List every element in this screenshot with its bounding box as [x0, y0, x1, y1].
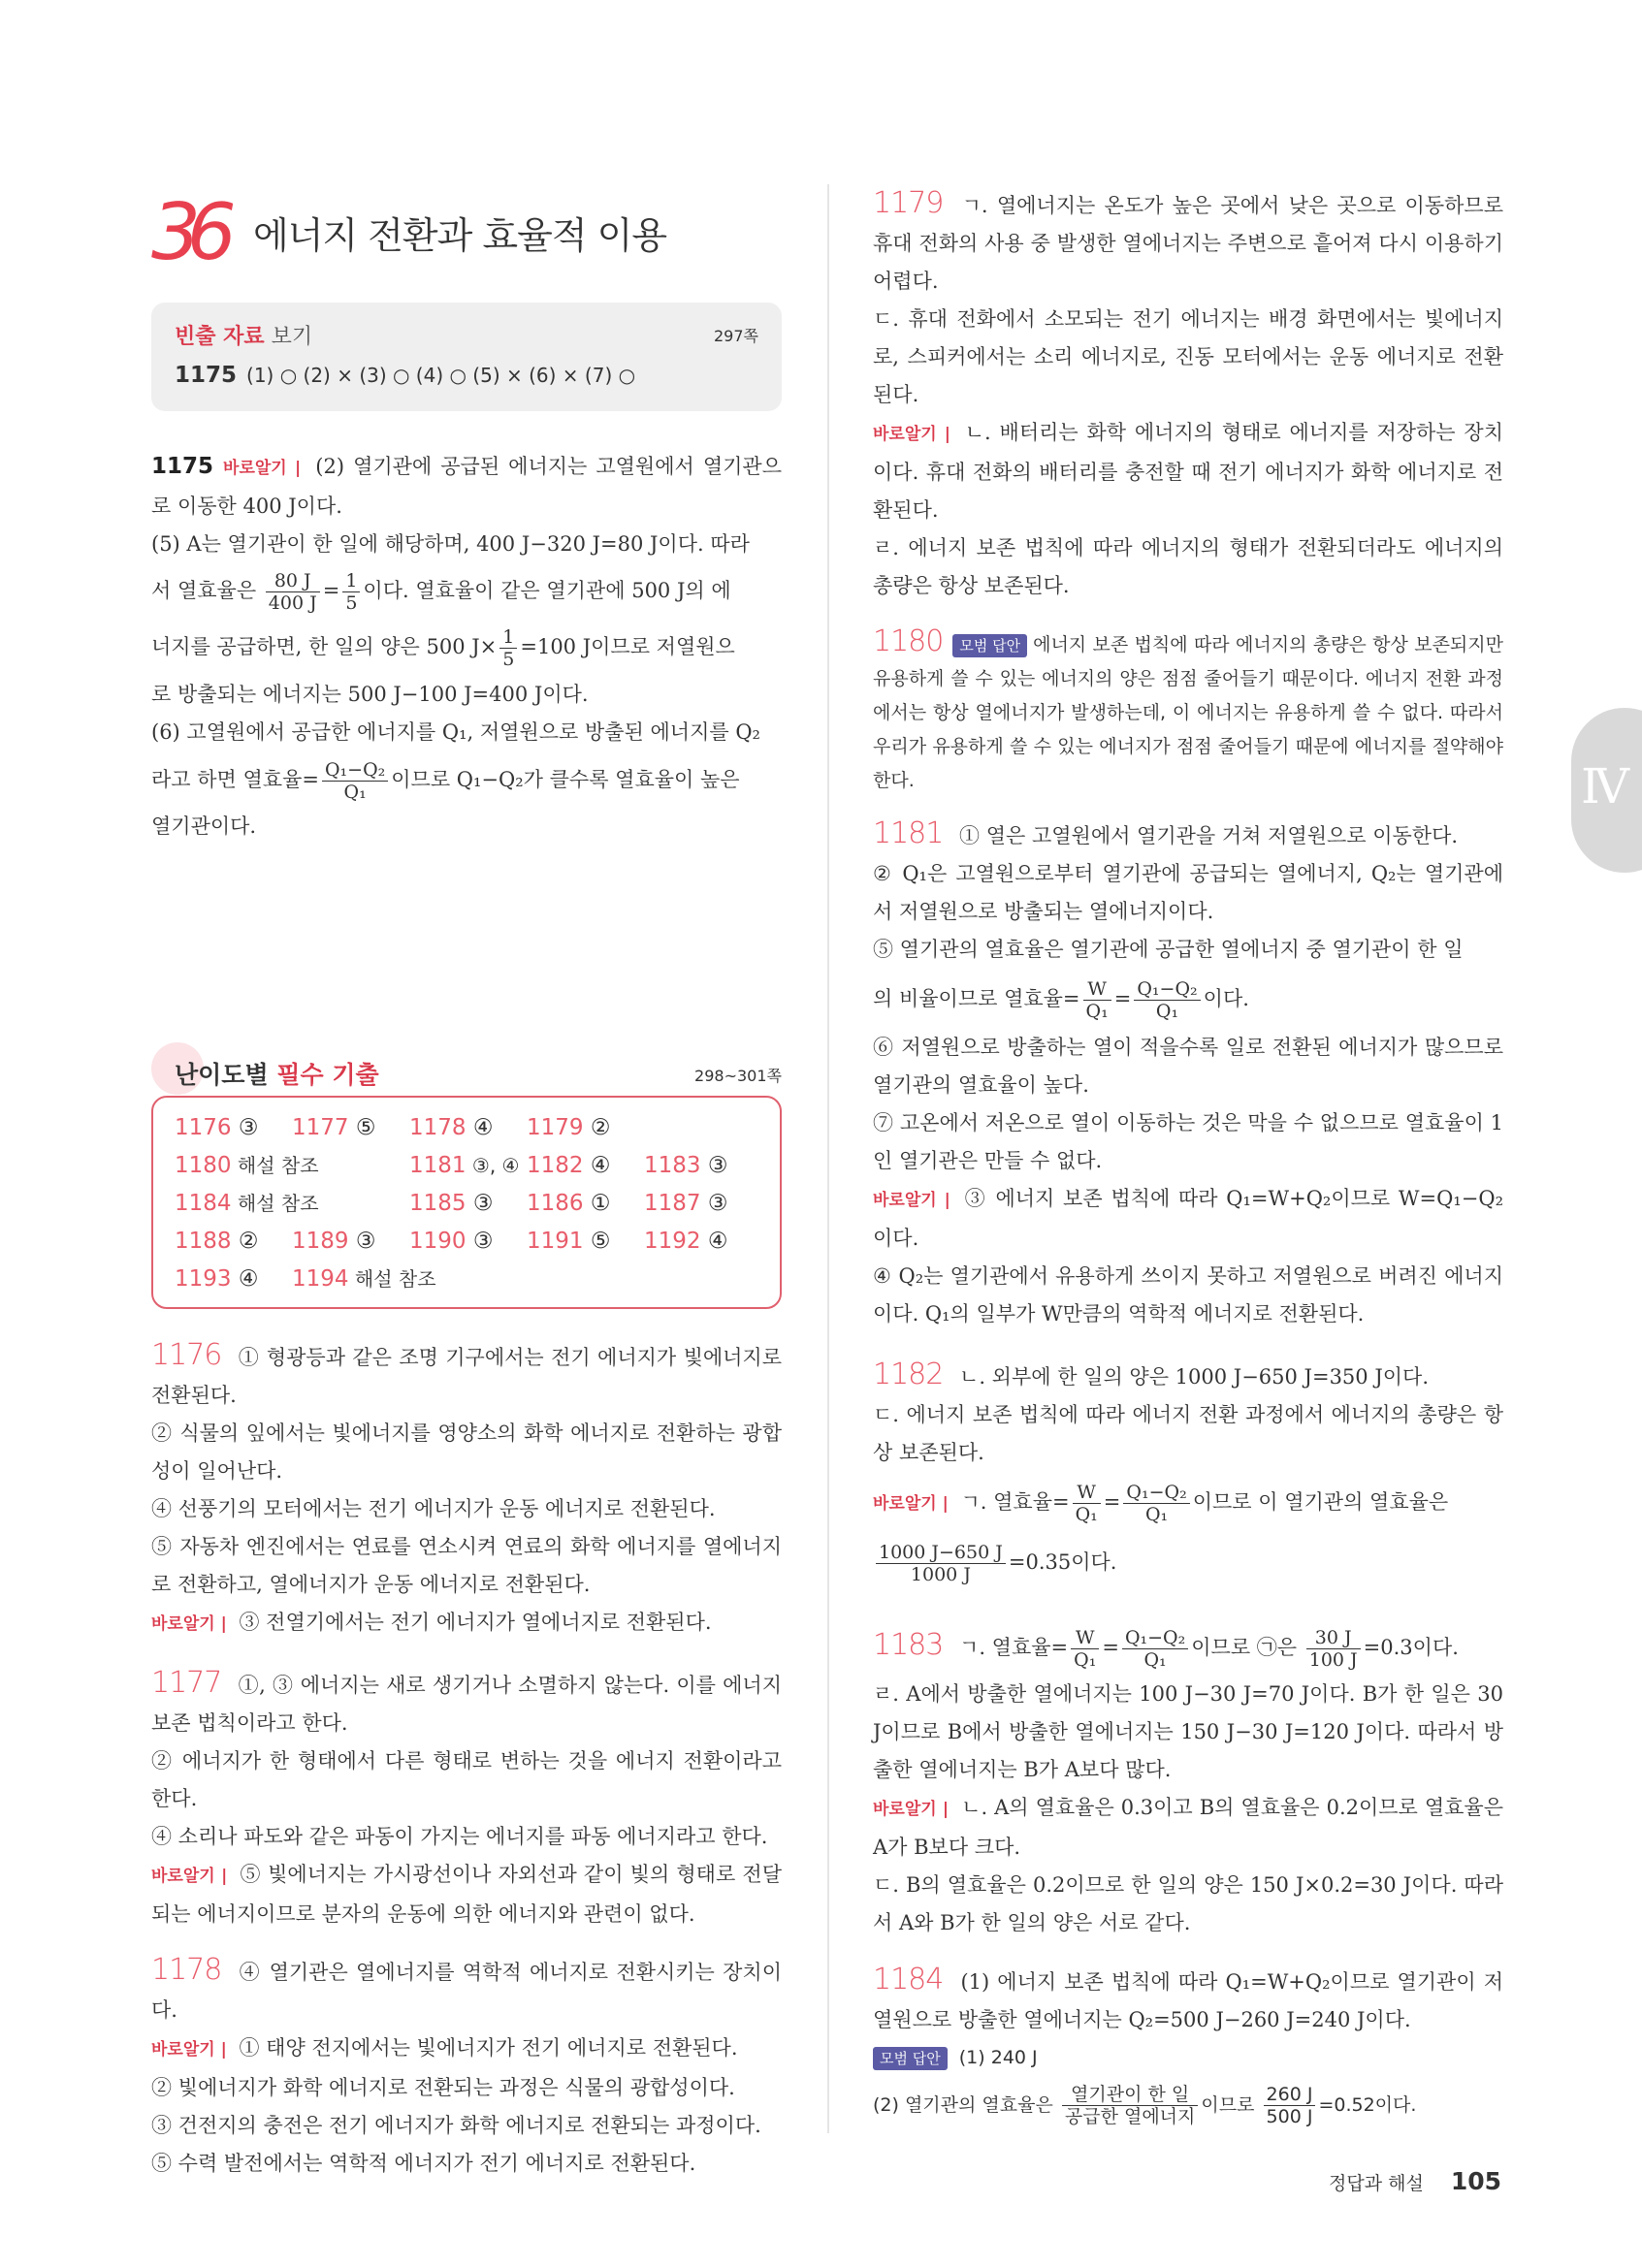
- solution-1176: [151, 1336, 782, 1644]
- answer-row: [175, 1185, 761, 1223]
- text-line: ① 열은 고열원에서 열기관을 거쳐 저열원으로 이동한다.: [952, 824, 1459, 847]
- text-line: 로 방출되는 에너지는 500 J−100 J=400 J이다.: [151, 683, 589, 706]
- problem-number: 1177: [151, 1666, 222, 1700]
- text-line: ④ 소리나 파도와 같은 파동이 가지는 에너지를 파동 에너지라고 한다.: [151, 1825, 768, 1848]
- text-line: ㄴ. 외부에 한 일의 양은 1000 J−650 J=350 J이다.: [952, 1365, 1429, 1389]
- answer-cell: [175, 1185, 319, 1223]
- answer-number: 1185: [409, 1191, 467, 1216]
- text-line: (2) 열기관에 공급된 에너지는 고열원에서 열기관으로 이동한 400 J이다.: [151, 455, 782, 518]
- correction-tag: 바로알기 |: [873, 425, 950, 444]
- text-line: ⑥ 저열원으로 방출하는 열이 적을수록 일로 전환된 에너지가 많으므로 열기관의 열효율이 높다.: [873, 1036, 1503, 1097]
- chapter-number: 36: [151, 187, 223, 277]
- essential-answer-box: [151, 1096, 782, 1309]
- text-line: ①, ③ 에너지는 새로 생기거나 소멸하지 않는다. 이를 에너지 보존 법칙이라고 한다.: [151, 1674, 782, 1735]
- answer-value: ③: [348, 1229, 376, 1254]
- problem-number: 1184: [873, 1963, 944, 1996]
- answer-number: 1180: [175, 1153, 232, 1178]
- answer-row: [175, 1147, 761, 1185]
- correction-tag: 바로알기 |: [151, 2040, 227, 2060]
- fraction-top: W: [1071, 1627, 1099, 1649]
- answer-row: [175, 1109, 761, 1147]
- fraction-top: 열기관이 한 일: [1062, 2084, 1199, 2106]
- fraction-bottom: Q₁: [1143, 1649, 1167, 1671]
- equals: =: [1103, 1490, 1121, 1514]
- fraction: [266, 570, 320, 614]
- answer-number: 1177: [292, 1115, 349, 1140]
- fraction-bottom: 400 J: [268, 592, 317, 614]
- answer-value: ③: [231, 1115, 259, 1140]
- fraction-top: W: [1073, 1482, 1101, 1504]
- text-line: (6) 고열원에서 공급한 에너지를 Q₁, 저열원으로 방출된 에너지를 Q₂: [151, 720, 760, 744]
- solution-1180: [873, 624, 1503, 798]
- answer-value: ③: [700, 1191, 728, 1216]
- answer-cell: [527, 1223, 644, 1261]
- problem-number: 1180: [873, 624, 944, 658]
- problem-number: 1181: [873, 816, 944, 850]
- answer-value: ③: [700, 1153, 728, 1178]
- text-line: ⑤ 자동차 엔진에서는 연료를 연소시켜 연료의 화학 에너지를 열에너지로 전환하고, 열에너지가 운동 에너지로 전환된다.: [151, 1535, 782, 1596]
- answer-cell: [292, 1109, 409, 1147]
- answer-value: ③: [466, 1191, 494, 1216]
- text-line: 의 비율이므로 열효율=: [873, 987, 1080, 1010]
- fraction-bottom: Q₁: [1155, 1001, 1179, 1022]
- text-line: (1) 에너지 보존 법칙에 따라 Q₁=W+Q₂이므로 열기관이 저열원으로 방출한 열에너지는 Q₂=500 J−260 J=240 J이다.: [873, 1970, 1503, 2031]
- fraction-top: 260 J: [1264, 2084, 1316, 2106]
- text-line: 이므로 Q₁−Q₂가 클수록 열효율이 높은: [391, 768, 740, 791]
- answer-number: 1190: [409, 1229, 467, 1254]
- fraction-bottom: 5: [502, 649, 515, 670]
- essential-title-main: 난이도별: [175, 1061, 269, 1089]
- problem-number: 1182: [873, 1358, 944, 1391]
- solution-1181: [873, 815, 1503, 1333]
- chapter-title: 에너지 전환과 효율적 이용: [253, 214, 667, 257]
- text-line: =100 J이므로 저열원으: [520, 635, 735, 658]
- correction-tag: 바로알기 |: [873, 1800, 950, 1819]
- footer-label: 정답과 해설: [1329, 2173, 1424, 2194]
- answer-value: ②: [583, 1115, 611, 1140]
- text-line: ③ 전열기에서는 전기 에너지가 열에너지로 전환된다.: [232, 1611, 712, 1634]
- solution-1179: [873, 184, 1503, 605]
- equals: =: [322, 579, 340, 602]
- text-line: ㄱ. 열효율=: [953, 1490, 1070, 1514]
- chapter-header: [151, 184, 782, 291]
- text-line: ⑤ 수력 발전에서는 역학적 에너지가 전기 에너지로 전환된다.: [151, 2152, 696, 2175]
- essential-header: [151, 1052, 782, 1091]
- model-answer-badge: 모범 답안: [952, 634, 1027, 657]
- fraction: [322, 759, 388, 803]
- frequent-answers: [175, 363, 635, 388]
- answer-number: 1176: [175, 1115, 232, 1140]
- answer-number: 1179: [527, 1115, 584, 1140]
- answer-cell: [292, 1261, 436, 1298]
- text-line: 이므로 ㉠은: [1191, 1636, 1304, 1659]
- answer-number: 1184: [175, 1191, 232, 1216]
- fraction-top: 1: [342, 570, 360, 592]
- text-line: (1) 240 J: [952, 2047, 1038, 2068]
- correction-tag: 바로알기 |: [873, 1494, 949, 1514]
- text-line: 라고 하면 열효율=: [151, 768, 319, 791]
- model-answer-badge: 모범 답안: [873, 2047, 948, 2070]
- fraction-bottom: Q₁: [1085, 1001, 1109, 1022]
- solution-1184: [873, 1961, 1503, 2133]
- answer-row: [175, 1223, 761, 1261]
- answer-cell: [527, 1147, 644, 1185]
- answer-cell: [409, 1109, 527, 1147]
- fraction-top: 1000 J−650 J: [876, 1542, 1006, 1564]
- text-line: ㄹ. 에너지 보존 법칙에 따라 에너지의 형태가 전환되더라도 에너지의 총량은 항상 보존된다.: [873, 536, 1503, 597]
- text-line: 이다.: [1203, 987, 1249, 1010]
- answer-value: ①: [583, 1191, 611, 1216]
- answer-number: 1194: [292, 1266, 349, 1292]
- text-line: ⑦ 고온에서 저온으로 열이 이동하는 것은 막을 수 없으므로 열효율이 1인 열기관은 만들 수 없다.: [873, 1111, 1503, 1172]
- fraction-bottom: Q₁: [1144, 1504, 1169, 1525]
- answer-number: 1182: [527, 1153, 584, 1178]
- fraction-bottom: Q₁: [1075, 1504, 1098, 1525]
- chapter-tab: [1571, 708, 1642, 873]
- fraction-top: 1: [499, 626, 517, 649]
- answer-value: ⑤: [348, 1115, 376, 1140]
- answer-number: 1193: [175, 1266, 232, 1292]
- fraction-top: W: [1083, 978, 1111, 1001]
- text-line: 이므로: [1201, 2094, 1261, 2116]
- fraction-top: Q₁−Q₂: [1122, 1627, 1188, 1649]
- solution-1175: [151, 448, 782, 846]
- fraction-bottom: 공급한 열에너지: [1064, 2106, 1196, 2127]
- answer-number: 1189: [292, 1229, 349, 1254]
- frequent-page-ref: 297쪽: [714, 327, 758, 345]
- fraction-top: Q₁−Q₂: [322, 759, 388, 782]
- fraction-top: 80 J: [266, 570, 320, 592]
- answer-number: 1187: [644, 1191, 701, 1216]
- fraction: [876, 1542, 1006, 1585]
- fraction: [342, 570, 360, 614]
- solution-1182: [873, 1356, 1503, 1590]
- answer-cell: [175, 1261, 292, 1298]
- fraction-top: Q₁−Q₂: [1134, 978, 1200, 1001]
- answer-value: ④: [231, 1266, 259, 1292]
- solution-1183: [873, 1617, 1503, 1942]
- text-line: (2) 열기관의 열효율은: [873, 2094, 1059, 2116]
- answer-cell: [644, 1223, 761, 1261]
- text-line: ㄱ. 열효율=: [952, 1636, 1069, 1659]
- text-line: =0.35이다.: [1008, 1550, 1117, 1574]
- correction-tag: 바로알기 |: [223, 459, 302, 478]
- text-line: ② 에너지가 한 형태에서 다른 형태로 변하는 것을 에너지 전환이라고 한다.: [151, 1749, 782, 1810]
- frequent-title-main: 빈출 자료: [175, 325, 265, 349]
- frequent-problem-number: 1175: [175, 363, 238, 388]
- answer-number: 1188: [175, 1229, 232, 1254]
- text-line: ⑤ 열기관의 열효율은 열기관에 공급한 열에너지 중 열기관이 한 일: [873, 938, 1464, 961]
- fraction: [1134, 978, 1200, 1022]
- answer-value: ⑤: [583, 1229, 611, 1254]
- answer-number: 1178: [409, 1115, 467, 1140]
- essential-title-sub: 필수 기출: [268, 1061, 379, 1089]
- fraction-top: Q₁−Q₂: [1123, 1482, 1189, 1504]
- answer-value: 해설 참조: [231, 1192, 319, 1215]
- answer-value: 해설 참조: [348, 1267, 436, 1291]
- text-line: ② 식물의 잎에서는 빛에너지를 영양소의 화학 에너지로 전환하는 광합성이 일어난다.: [151, 1421, 782, 1483]
- fraction-bottom: 500 J: [1266, 2106, 1313, 2127]
- text-line: =0.52이다.: [1318, 2094, 1417, 2116]
- answer-cell: [644, 1147, 761, 1185]
- frequent-data-title: [175, 320, 312, 350]
- fraction-top: 30 J: [1306, 1627, 1361, 1649]
- answer-value: ③, ④: [466, 1154, 520, 1177]
- fraction-bottom: 5: [345, 592, 358, 614]
- answer-number: 1181: [409, 1153, 467, 1178]
- equals: =: [1102, 1636, 1119, 1659]
- fraction-bottom: Q₁: [1074, 1649, 1097, 1671]
- page-footer: [1329, 2167, 1501, 2195]
- text-line: 에너지 보존 법칙에 따라 에너지의 총량은 항상 보존되지만 유용하게 쓸 수 있는 에너지의 양은 점점 줄어들기 때문이다. 에너지 전환 과정에서는 항상 열에너지가 발생하는데, 이 에너지는 유용하게 쓸 수 없다. 따라서 우리가 유용하게 쓸 수 있는 에너지가 점점 줄어들기 때문에 에너지를 절약해야 한다.: [873, 634, 1503, 791]
- answer-number: 1186: [527, 1191, 584, 1216]
- frequent-answer-list: (1) ○ (2) × (3) ○ (4) ○ (5) × (6) × (7) ○: [246, 364, 636, 387]
- problem-number: 1176: [151, 1338, 222, 1372]
- fraction: [1306, 1627, 1361, 1671]
- text-line: 서 열효율은: [151, 579, 263, 602]
- solution-1177: [151, 1664, 782, 1933]
- page-number: 105: [1450, 2167, 1501, 2195]
- text-line: =0.3이다.: [1363, 1636, 1459, 1659]
- fraction: [499, 626, 517, 670]
- text-line: ④ 열기관은 열에너지를 역학적 에너지로 전환시키는 장치이다.: [151, 1961, 782, 2022]
- text-line: ① 태양 전지에서는 빛에너지가 전기 에너지로 전환된다.: [232, 2036, 738, 2060]
- text-line: ② 빛에너지가 화학 에너지로 전환되는 과정은 식물의 광합성이다.: [151, 2076, 735, 2099]
- text-line: ④ 선풍기의 모터에서는 전기 에너지가 운동 에너지로 전환된다.: [151, 1497, 716, 1520]
- essential-answer-grid: [175, 1109, 761, 1298]
- text-line: ⑤ 빛에너지는 가시광선이나 자외선과 같이 빛의 형태로 전달되는 에너지이므로 분자의 운동에 의한 에너지와 관련이 없다.: [151, 1863, 782, 1926]
- fraction-bottom: Q₁: [343, 782, 367, 803]
- answer-cell: [175, 1147, 319, 1185]
- fraction: [1071, 1627, 1099, 1671]
- text-line: ㄱ. 열에너지는 온도가 높은 곳에서 낮은 곳으로 이동하므로 휴대 전화의 사용 중 발생한 열에너지는 주변으로 흩어져 다시 이용하기 어렵다.: [873, 194, 1503, 293]
- answer-value: ④: [466, 1115, 494, 1140]
- answer-row: [175, 1261, 761, 1298]
- answer-cell: [527, 1109, 644, 1147]
- text-line: 이므로 이 열기관의 열효율은: [1192, 1490, 1449, 1514]
- problem-number: 1178: [151, 1953, 222, 1987]
- problem-number: 1175: [151, 454, 214, 479]
- answer-number: 1183: [644, 1153, 701, 1178]
- correction-tag: 바로알기 |: [873, 1191, 950, 1210]
- answer-number: 1191: [527, 1229, 584, 1254]
- text-line: ③ 에너지 보존 법칙에 따라 Q₁=W+Q₂이므로 W=Q₁−Q₂이다.: [873, 1187, 1503, 1250]
- text-line: ㄴ. 배터리는 화학 에너지의 형태로 에너지를 저장하는 장치이다. 휴대 전화의 배터리를 충전할 때 전기 에너지가 화학 에너지로 전환된다.: [873, 421, 1503, 522]
- text-line: ㄷ. 휴대 전화에서 소모되는 전기 에너지는 배경 화면에서는 빛에너지로, 스피커에서는 소리 에너지로, 진동 모터에서는 운동 에너지로 전환된다.: [873, 307, 1503, 406]
- fraction: [1083, 978, 1111, 1022]
- problem-number: 1179: [873, 186, 944, 220]
- answer-cell: [409, 1147, 527, 1185]
- text-line: ㄷ. 에너지 보존 법칙에 따라 에너지 전환 과정에서 에너지의 총량은 항상 보존된다.: [873, 1403, 1503, 1464]
- fraction-bottom: 100 J: [1308, 1649, 1358, 1671]
- text-line: ③ 건전지의 충전은 전기 에너지가 화학 에너지로 전환되는 과정이다.: [151, 2114, 761, 2137]
- answer-value: ③: [466, 1229, 494, 1254]
- answer-cell: [409, 1185, 527, 1223]
- column-divider: [827, 184, 829, 2133]
- essential-page-ref: 298~301쪽: [694, 1067, 782, 1085]
- fraction: [1062, 2084, 1199, 2127]
- answer-number: 1192: [644, 1229, 701, 1254]
- answer-cell: [527, 1185, 644, 1223]
- text-line: ② Q₁은 고열원으로부터 열기관에 공급되는 열에너지, Q₂는 열기관에서 저열원으로 방출되는 열에너지이다.: [873, 862, 1503, 923]
- text-line: 너지를 공급하면, 한 일의 양은 500 J×: [151, 635, 498, 658]
- text-line: ㄷ. B의 열효율은 0.2이므로 한 일의 양은 150 J×0.2=30 J이다. 따라서 A와 B가 한 일의 양은 서로 같다.: [873, 1873, 1503, 1934]
- text-line: (5) A는 열기관이 한 일에 해당하며, 400 J−320 J=80 J이다. 따라: [151, 532, 750, 556]
- fraction: [1123, 1482, 1189, 1525]
- answer-value: ④: [700, 1229, 728, 1254]
- essential-title: [175, 1056, 379, 1091]
- answer-cell: [175, 1109, 292, 1147]
- text-line: ① 형광등과 같은 조명 기구에서는 전기 에너지가 빛에너지로 전환된다.: [151, 1346, 782, 1407]
- fraction: [1073, 1482, 1101, 1525]
- answer-value: 해설 참조: [231, 1154, 319, 1177]
- problem-number: 1183: [873, 1628, 944, 1662]
- correction-tag: 바로알기 |: [151, 1614, 227, 1634]
- frequent-title-sub: 보기: [264, 325, 313, 349]
- text-line: 열기관이다.: [151, 815, 257, 838]
- equals: =: [1113, 987, 1132, 1010]
- fraction: [1122, 1627, 1188, 1671]
- answer-cell: [175, 1223, 292, 1261]
- fraction: [1264, 2084, 1316, 2127]
- answer-value: ②: [231, 1229, 259, 1254]
- frequent-data-box: [151, 303, 782, 411]
- fraction-bottom: 1000 J: [910, 1564, 971, 1585]
- answer-cell: [644, 1185, 761, 1223]
- correction-tag: 바로알기 |: [151, 1867, 228, 1886]
- text-line: ㄴ. A의 열효율은 0.3이고 B의 열효율은 0.2이므로 열효율은 A가 B보다 크다.: [873, 1796, 1503, 1859]
- text-line: 이다. 열효율이 같은 열기관에 500 J의 에: [363, 579, 731, 602]
- text-line: ④ Q₂는 열기관에서 유용하게 쓰이지 못하고 저열원으로 버려진 에너지이다. Q₁의 일부가 W만큼의 역학적 에너지로 전환된다.: [873, 1264, 1503, 1326]
- answer-cell: [292, 1223, 409, 1261]
- answer-cell: [409, 1223, 527, 1261]
- chapter-tab-label: Ⅳ: [1581, 758, 1629, 815]
- solution-1178: [151, 1951, 782, 2183]
- text-line: ㄹ. A에서 방출한 열에너지는 100 J−30 J=70 J이다. B가 한 일은 30 J이므로 B에서 방출한 열에너지는 150 J−30 J=120 J이다. 따라서 방출한 열에너지는 B가 A보다 많다.: [873, 1682, 1503, 1781]
- answer-value: ④: [583, 1153, 611, 1178]
